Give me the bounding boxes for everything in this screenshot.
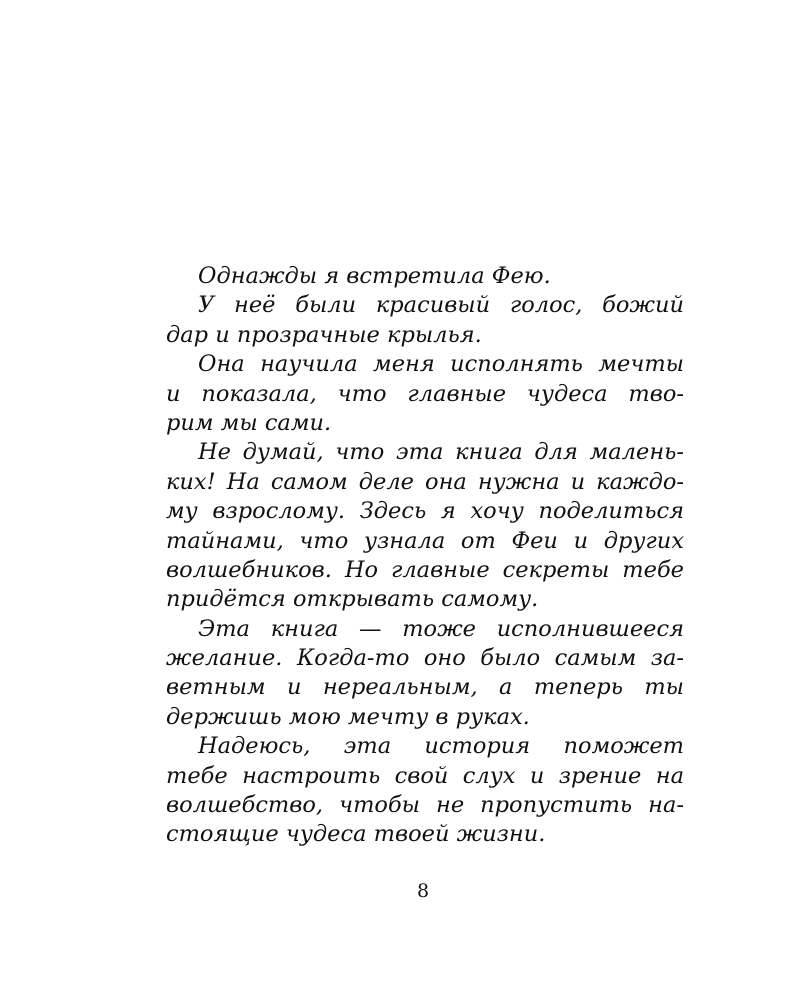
page-number: 8 — [416, 880, 430, 902]
text-line: тайнами, что узнала от Феи и других — [166, 527, 684, 554]
text-line: придётся открывать самому. — [166, 586, 539, 613]
text-line: рим мы сами. — [166, 409, 332, 436]
text-line: волшебников. Но главные секреты тебе — [166, 556, 684, 583]
text-line: Надеюсь, эта история поможет — [198, 733, 684, 760]
text-line: му взрослому. Здесь я хочу поделиться — [166, 498, 684, 525]
text-line: и показала, что главные чудеса тво- — [166, 380, 684, 407]
text-line: держишь мою мечту в руках. — [166, 703, 530, 730]
text-line: Однажды я встретила Фею. — [198, 263, 551, 289]
text-line: тебе настроить свой слух и зрение на — [166, 762, 684, 789]
text-line: Она научила меня исполнять мечты — [198, 351, 684, 378]
text-line: Эта книга — тоже исполнившееся — [198, 615, 684, 642]
text-line: ких! На самом деле она нужна и каждо- — [166, 468, 684, 495]
text-line: У неё были красивый голос, божий — [198, 292, 684, 319]
text-line: волшебство, чтобы не пропустить на- — [166, 792, 684, 819]
text-line: стоящие чудеса твоей жизни. — [166, 821, 546, 848]
text-line: дар и прозрачные крылья. — [166, 321, 482, 348]
text-line: ветным и нереальным, а теперь ты — [166, 674, 684, 701]
text-line: желание. Когда-то оно было самым за- — [166, 645, 684, 672]
body-text — [166, 262, 684, 850]
text-line: Не думай, что эта книга для малень- — [198, 439, 684, 466]
